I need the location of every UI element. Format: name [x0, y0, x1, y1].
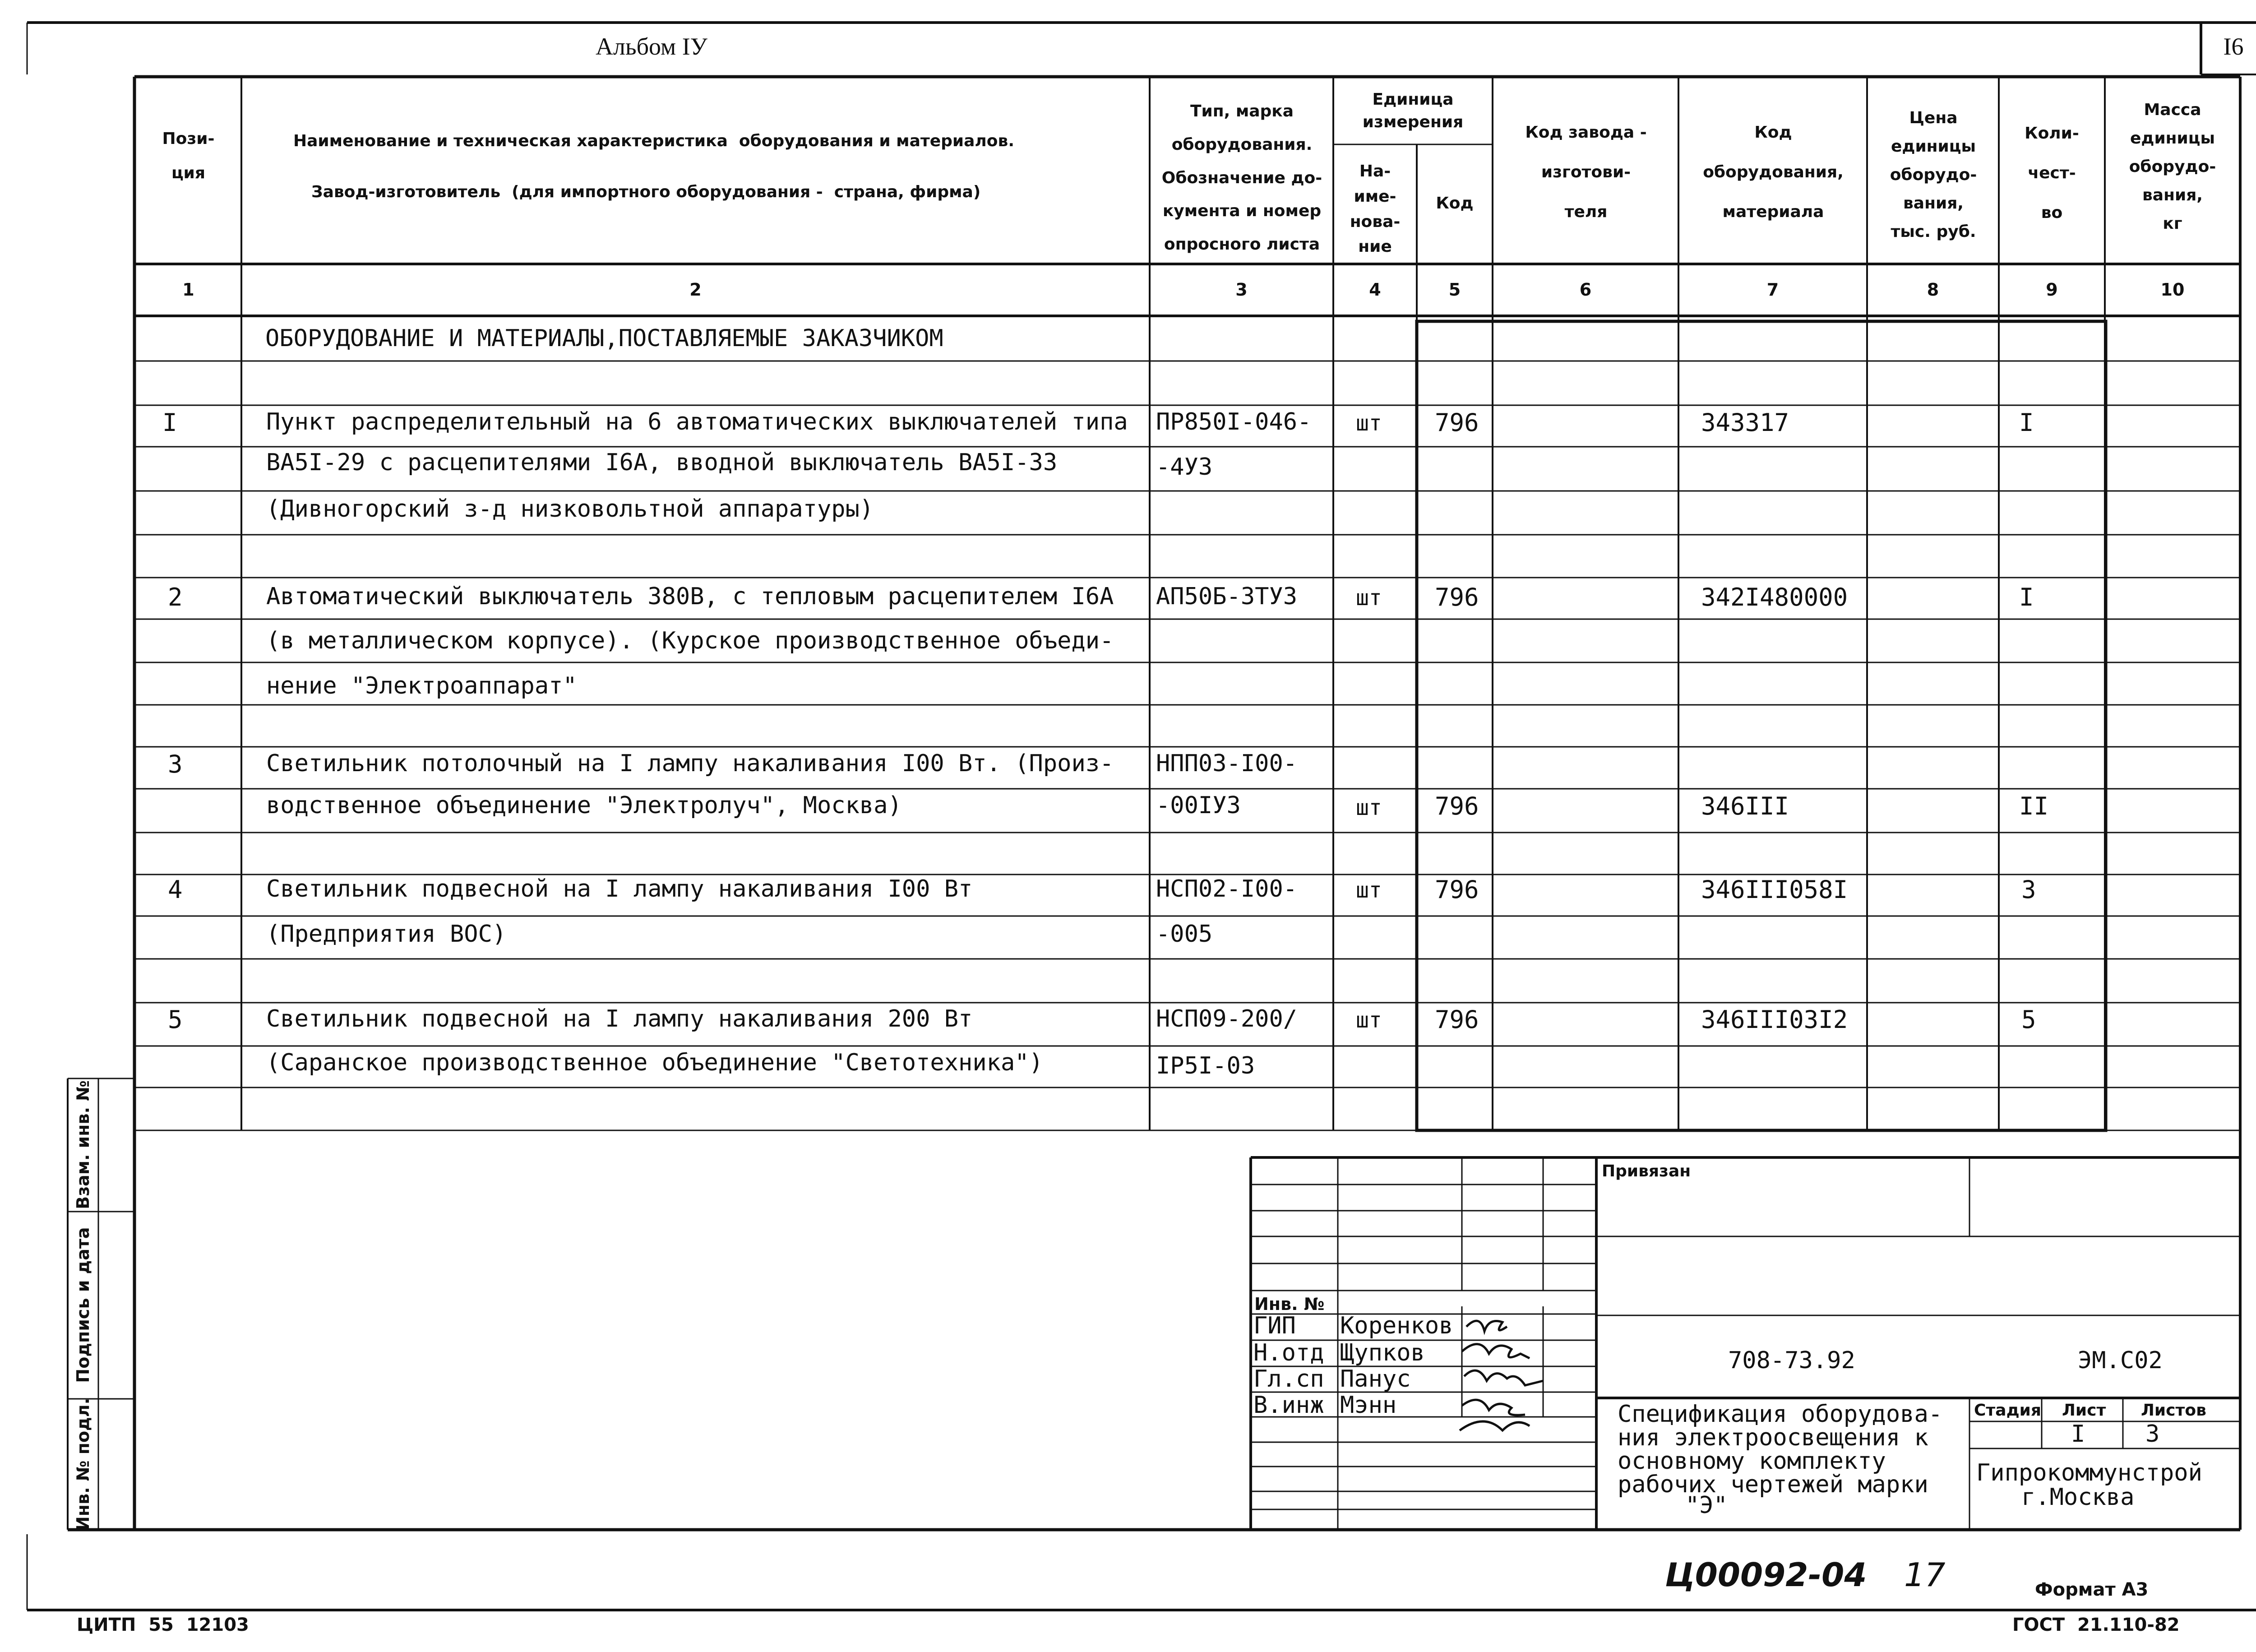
row-unit-code: 796	[1435, 875, 1479, 904]
description-line: Спецификация оборудова-	[1618, 1401, 1943, 1428]
footer-gost: ГОСТ 21.110-82	[2012, 1615, 2180, 1635]
row-unit: шт	[1356, 795, 1382, 820]
col-header-type: Тип, марка оборудования. Обозначение до- кумента и номер опросного листа	[1161, 102, 1322, 254]
description-line: рабочих чертежей марки	[1618, 1471, 1928, 1498]
row-equipment-code: 342I480000	[1701, 583, 1848, 611]
sheet-value: I	[2071, 1421, 2085, 1448]
row-name-line: водственное объединение "Электролуч", Москва)	[266, 792, 902, 819]
col-number: 4	[1369, 280, 1381, 300]
row-position: 5	[168, 1005, 183, 1034]
role-name: Щупков	[1340, 1339, 1425, 1366]
project-number: 708-73.92	[1728, 1347, 1855, 1374]
row-type: НСП02-I00-	[1156, 875, 1298, 902]
signatures	[1453, 1309, 1557, 1453]
col-header-factory-code: Код завода - изготови- теля	[1525, 123, 1647, 222]
row-type: НПП03-I00-	[1156, 750, 1298, 777]
row-unit: шт	[1356, 878, 1382, 903]
col-header-name-line1: Наименование и техническая характеристика оборудования и материалов.	[293, 132, 1014, 150]
row-unit-code: 796	[1435, 1005, 1479, 1034]
side-stamp-original-inv: Инв. № подл.	[73, 1397, 93, 1531]
format-label: Формат А3	[2035, 1579, 2149, 1600]
privyazan-label: Привязан	[1602, 1162, 1691, 1180]
row-name-line: Пункт распределительный на 6 автоматических выключателей типа	[266, 408, 1128, 435]
row-equipment-code: 343317	[1701, 408, 1789, 437]
role-label: ГИП	[1253, 1312, 1296, 1339]
sheet-number: I6	[2223, 33, 2244, 60]
col-number: 7	[1766, 280, 1779, 300]
row-name-line: (Дивногорский з-д низковольтной аппаратуры)	[266, 495, 874, 523]
role-label: Н.отд	[1253, 1339, 1324, 1366]
organization-line: Гипрокоммунстрой	[1976, 1459, 2202, 1486]
row-type: -00IУ3	[1156, 792, 1241, 819]
row-type: НСП09-200/	[1156, 1005, 1298, 1032]
row-name-line: (Предприятия ВОС)	[266, 921, 507, 948]
col-header-position: Пози- ция	[162, 130, 215, 182]
row-name-line: (Саранское производственное объединение "Светотехника")	[266, 1049, 1043, 1076]
section-title: ОБОРУДОВАНИЕ И МАТЕРИАЛЫ,ПОСТАВЛЯЕМЫЕ ЗАКАЗЧИКОМ	[265, 325, 943, 352]
row-unit: шт	[1356, 585, 1382, 611]
col-number: 3	[1235, 280, 1248, 300]
col-number: 9	[2046, 280, 2058, 300]
row-type: ПР850I-046-	[1156, 408, 1312, 435]
row-name-line: ВА5I-29 с расцепителями I6А, вводной выключатель ВА5I-33	[266, 449, 1058, 476]
role-name: Панус	[1340, 1365, 1411, 1393]
row-equipment-code: 346III058I	[1701, 875, 1848, 904]
row-unit-code: 796	[1435, 408, 1479, 437]
role-name: Мэнн	[1340, 1392, 1397, 1419]
organization-line: г.Москва	[2021, 1484, 2135, 1511]
row-position: 3	[168, 750, 183, 778]
row-unit-code: 796	[1435, 792, 1479, 820]
row-type: -4УЗ	[1156, 453, 1213, 481]
row-quantity: 5	[2021, 1005, 2036, 1034]
row-equipment-code: 346III	[1701, 792, 1789, 820]
side-stamp-replacement-inv: Взам. инв. №	[73, 1080, 93, 1209]
col-number: 6	[1579, 280, 1592, 300]
row-quantity: 3	[2021, 875, 2036, 904]
row-type: -005	[1156, 921, 1213, 948]
archive-number: Ц00092-04	[1665, 1556, 1867, 1594]
row-equipment-code: 346III03I2	[1701, 1005, 1848, 1034]
row-quantity: I	[2019, 583, 2034, 611]
row-name-line: Светильник потолочный на I лампу накаливания I00 Вт. (Произ-	[266, 750, 1114, 777]
description-line: основному комплекту	[1618, 1448, 1886, 1475]
col-number: 5	[1448, 280, 1461, 300]
col-header-unit-name: На- име- нова- ние	[1350, 162, 1401, 256]
description-line: "Э"	[1685, 1492, 1728, 1519]
row-quantity: I	[2019, 408, 2034, 437]
col-header-unit-code: Код	[1436, 194, 1474, 213]
archive-page: 17	[1904, 1556, 1946, 1594]
sheet-label: Лист	[2062, 1401, 2106, 1420]
row-unit: шт	[1356, 1008, 1382, 1033]
sheets-label: Листов	[2141, 1401, 2206, 1420]
row-name-line: (в металлическом корпусе). (Курское производственное объеди-	[266, 627, 1114, 654]
col-header-equipment-code: Код оборудования, материала	[1703, 123, 1844, 222]
col-number: 10	[2160, 280, 2185, 300]
role-name: Коренков	[1340, 1312, 1453, 1339]
stage-label: Стадия	[1974, 1401, 2041, 1420]
row-type: АП50Б-3ТУ3	[1156, 583, 1298, 610]
description-line: ния электроосвещения к	[1618, 1424, 1928, 1451]
row-name-line: Светильник подвесной на I лампу накаливания I00 Вт	[266, 875, 973, 902]
side-stamp-signature-date: Подпись и дата	[73, 1227, 93, 1383]
col-header-mass: Масса единицы оборудо- вания, кг	[2129, 101, 2216, 233]
album-label: Альбом IУ	[596, 33, 707, 60]
row-unit: шт	[1356, 411, 1382, 436]
document-code: ЭМ.С02	[2078, 1347, 2163, 1374]
role-label: Гл.сп	[1253, 1365, 1324, 1393]
row-position: 4	[168, 875, 183, 904]
col-number: 1	[182, 280, 194, 300]
row-position: I	[162, 408, 177, 437]
row-name-line: Автоматический выключатель 380В, с тепловым расцепителем I6А	[266, 583, 1114, 610]
footer-left-code: ЦИТП 55 12103	[77, 1615, 249, 1635]
inventory-label: Инв. №	[1254, 1294, 1325, 1314]
col-number: 2	[689, 280, 702, 300]
row-position: 2	[168, 583, 183, 611]
row-unit-code: 796	[1435, 583, 1479, 611]
row-name-line: Светильник подвесной на I лампу накаливания 200 Вт	[266, 1005, 973, 1032]
col-header-price: Цена единицы оборудо- вания, тыс. руб.	[1890, 109, 1977, 241]
col-number: 8	[1927, 280, 1939, 300]
col-header-unit-group: Единица измерения	[1362, 90, 1464, 132]
sheets-value: 3	[2145, 1421, 2160, 1448]
role-label: В.инж	[1253, 1392, 1324, 1419]
col-header-name-line2: Завод-изготовитель (для импортного оборудования - страна, фирма)	[311, 183, 981, 201]
col-header-quantity: Коли- чест- во	[2025, 124, 2079, 222]
row-type: IP5I-03	[1156, 1052, 1255, 1079]
row-quantity: II	[2019, 792, 2049, 820]
row-name-line: нение "Электроаппарат"	[266, 672, 577, 699]
